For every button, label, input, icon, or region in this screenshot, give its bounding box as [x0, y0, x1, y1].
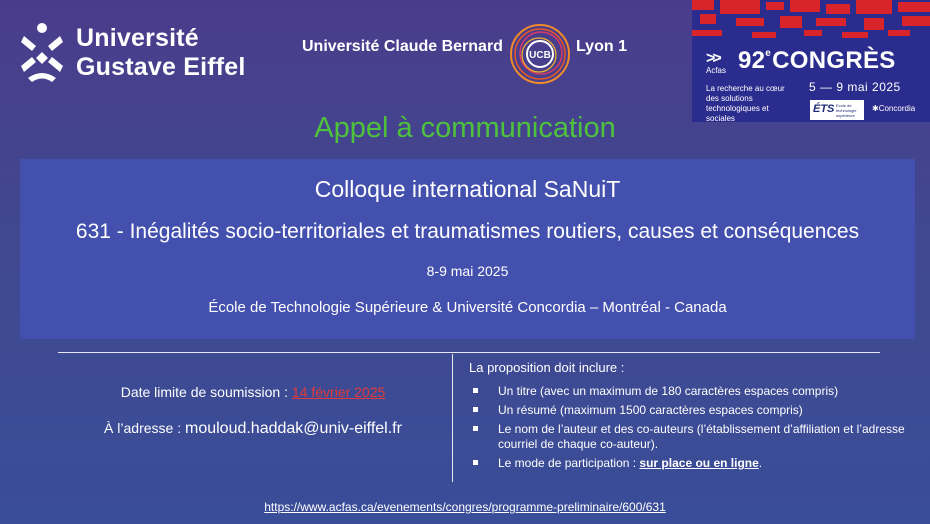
- bullet-square-icon: [473, 388, 478, 393]
- proposal-item-title: [470, 384, 910, 399]
- acfas-tagline: La recherche au cœur des solutions technologiques et sociales: [706, 84, 785, 122]
- proposal-item-authors: [470, 422, 910, 452]
- contact-email-link[interactable]: mouloud.haddak@univ-eiffel.fr: [184, 420, 402, 437]
- proposal-mode-label: Le mode de participation :: [498, 456, 640, 470]
- page-title: Appel à communication: [314, 112, 616, 144]
- concordia-logo: ✱Concordia: [872, 104, 916, 113]
- event-panel: [20, 159, 915, 339]
- acfas-edition-suffix: e: [765, 48, 772, 59]
- event-title: Colloque international SaNuiT: [314, 176, 621, 202]
- uge-emblem-icon: [18, 22, 66, 84]
- ucbl-name: Université Claude Bernard: [302, 38, 503, 55]
- acfas-small-label: Acfas: [706, 66, 727, 75]
- proposal-item-mode: [470, 456, 910, 471]
- bullet-square-icon: [473, 460, 478, 465]
- proposal-item-text: Un résumé (maximum 1500 caractères espaces compris): [498, 403, 803, 417]
- deadline-line: [58, 384, 448, 400]
- proposal-mode-value: sur place ou en ligne: [639, 456, 759, 470]
- address-line: [58, 420, 448, 438]
- acfas-edition-number: 92: [738, 47, 766, 74]
- proposal-item-abstract: [470, 403, 910, 418]
- ucbl-ring-icon: [508, 22, 572, 86]
- horizontal-divider: [58, 352, 880, 353]
- event-subtitle: 631 - Inégalités socio-territoriales et traumatismes routiers, causes et conséquences: [75, 220, 860, 243]
- acfas-arrows-icon: >>: [706, 50, 719, 67]
- bullet-square-icon: [473, 407, 478, 412]
- deadline-date: 14 février 2025: [291, 384, 386, 400]
- address-label: À l’adresse: [104, 420, 174, 436]
- bullet-square-icon: [473, 426, 478, 431]
- proposal-item-text: Le nom de l’auteur et des co-auteurs (l’établissement d’affiliation et l’adresse courriel de chaque co-auteur).: [498, 422, 905, 451]
- ets-mark: ÉTS: [813, 103, 835, 115]
- deadline-label: Date limite de soumission :: [120, 384, 292, 400]
- uge-line1: Université: [76, 24, 199, 52]
- proposal-item-text: Un titre (avec un maximum de 180 caractères espaces compris): [498, 384, 839, 398]
- event-venue: École de Technologie Supérieure & Université Concordia – Montréal - Canada: [208, 299, 727, 316]
- program-url-link[interactable]: https://www.acfas.ca/evenements/congres/programme-preliminaire/600/631: [264, 500, 666, 514]
- proposal-heading: La proposition doit inclure :: [469, 360, 625, 375]
- ets-small-text: École de technologie supérieure: [836, 103, 857, 118]
- uge-line2: Gustave Eiffel: [76, 53, 246, 81]
- event-dates: 8-9 mai 2025: [426, 263, 509, 279]
- ucbl-city: Lyon 1: [576, 38, 627, 55]
- acfas-dates: 5 — 9 mai 2025: [809, 80, 901, 94]
- acfas-congres-logo: [692, 0, 930, 122]
- acfas-pattern-icon: [692, 0, 930, 44]
- ucbl-logo: [302, 22, 632, 82]
- proposal-list: [470, 384, 910, 475]
- uge-wordmark: [76, 24, 246, 82]
- uge-logo: [18, 22, 248, 86]
- address-separator: :: [173, 420, 185, 436]
- vertical-divider: [452, 354, 453, 482]
- proposal-mode-end: .: [758, 456, 763, 470]
- ucbl-ring-text: UCB: [529, 50, 551, 61]
- acfas-congres-word: CONGRÈS: [772, 47, 896, 74]
- acfas-congres-title: [738, 47, 896, 75]
